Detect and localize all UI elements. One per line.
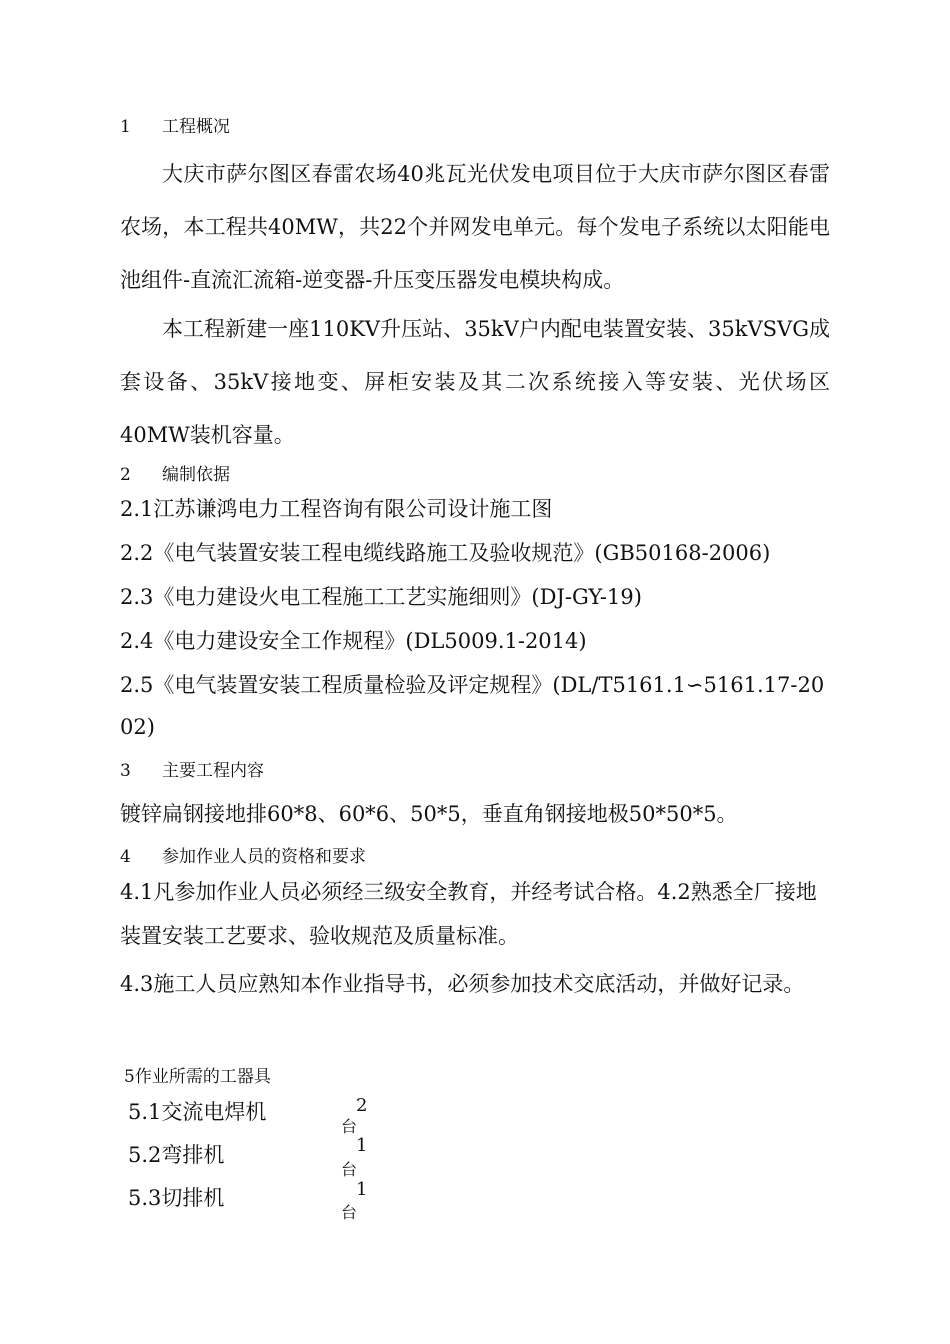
tool-unit: 台: [341, 1203, 358, 1222]
reference-item: 2.2《电气装置安装工程电缆线路施工及验收规范》(GB50168-2006): [120, 541, 771, 565]
section-4-paragraph-1: 4.1凡参加作业人员必须经三级安全教育，并经考试合格。4.2熟悉全厂接地装置安装工艺要求、验收规范及质量标准。: [120, 880, 817, 948]
reference-item: 2.4《电力建设安全工作规程》(DL5009.1-2014): [120, 629, 587, 653]
section-2-heading: [120, 464, 230, 486]
tool-unit: 台: [341, 1160, 358, 1179]
section-4-number: 4: [120, 847, 131, 867]
section-2-title: 编制依据: [162, 465, 230, 485]
reference-item: 2.5《电气装置安装工程质量检验及评定规程》(DL/T5161.1∽5161.17-2002): [120, 673, 825, 739]
reference-item: 2.1江苏谦鸿电力工程咨询有限公司设计施工图: [120, 497, 553, 521]
section-2-number: 2: [120, 465, 131, 485]
section-3-title: 主要工程内容: [162, 761, 264, 781]
tool-name: 5.1交流电焊机: [128, 1100, 267, 1124]
section-1-paragraph-1: 大庆市萨尔图区春雷农场40兆瓦光伏发电项目位于大庆市萨尔图区春雷农场，本工程共40MW，共22个并网发电单元。每个发电子系统以太阳能电池组件-直流汇流箱-逆变器-升压变压器发电模块构成。: [120, 162, 830, 292]
section-3-number: 3: [120, 761, 131, 781]
section-1-heading: [120, 116, 230, 138]
tool-quantity: 1: [356, 1135, 368, 1156]
section-1-title: 工程概况: [162, 117, 230, 137]
section-4-paragraph-2: 4.3施工人员应熟知本作业指导书，必须参加技术交底活动，并做好记录。: [120, 972, 805, 996]
section-1-number: 1: [120, 117, 131, 137]
section-1-paragraph-2: 本工程新建一座110KV升压站、35kV户内配电装置安装、35kVSVG成套设备、35kV接地变、屏柜安装及其二次系统接入等安装、光伏场区40MW装机容量。: [120, 317, 830, 447]
section-4-heading: [120, 846, 366, 868]
reference-item: 2.3《电力建设火电工程施工工艺实施细则》(DJ-GY-19): [120, 585, 642, 609]
tool-quantity: 2: [356, 1095, 368, 1116]
tool-name: 5.3切排机: [128, 1186, 225, 1210]
section-5-heading: 5作业所需的工器具: [124, 1067, 271, 1087]
section-4-title: 参加作业人员的资格和要求: [162, 847, 366, 867]
section-3-text: 镀锌扁钢接地排60*8、60*6、50*5，垂直角钢接地极50*50*5。: [120, 802, 738, 826]
tool-unit: 台: [341, 1117, 358, 1136]
section-3-heading: [120, 760, 264, 782]
tool-name: 5.2弯排机: [128, 1143, 225, 1167]
tool-quantity: 1: [356, 1179, 368, 1200]
